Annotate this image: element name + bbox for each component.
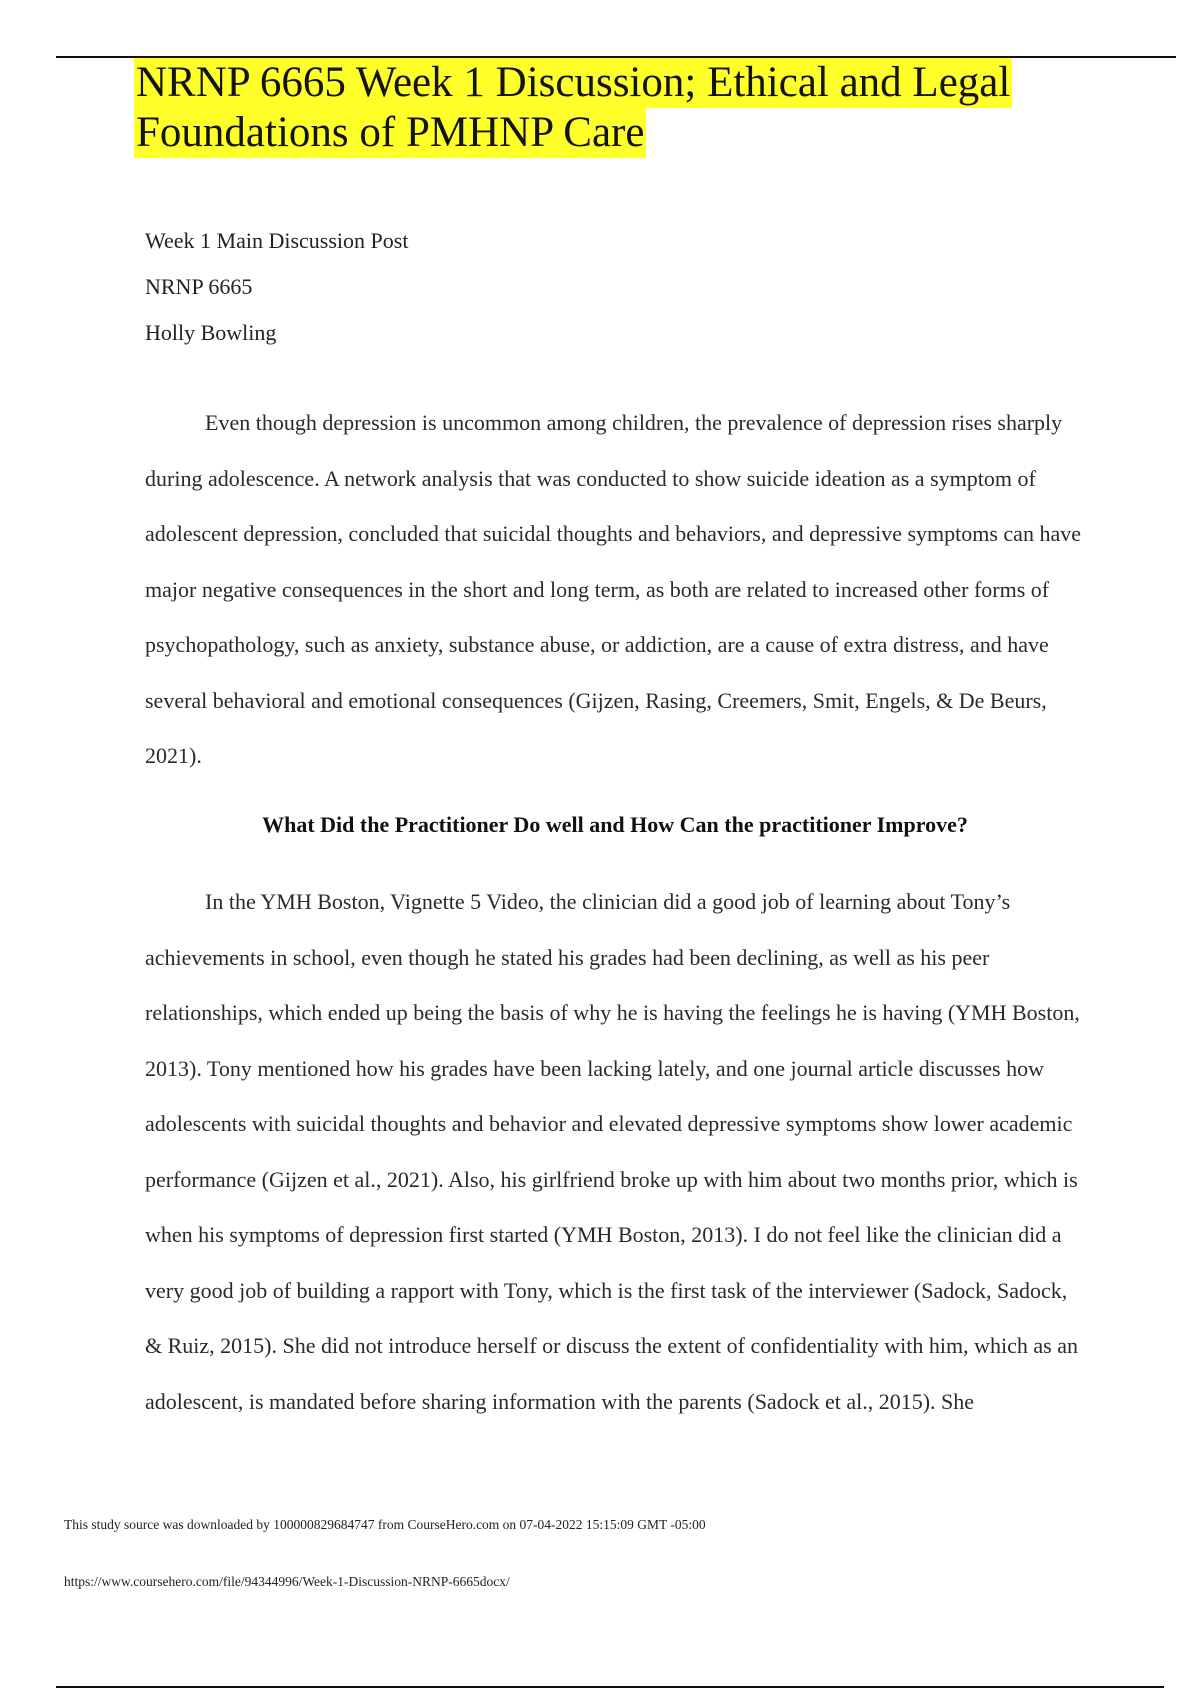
post-label: Week 1 Main Discussion Post [145, 228, 409, 253]
evaluation-paragraph-block [145, 874, 1085, 1429]
author-name: Holly Bowling [145, 320, 277, 345]
download-source-note: This study source was downloaded by 100000829684747 from CourseHero.com on 07-04-2022 15:15:09 GMT -05:00 [64, 1517, 706, 1532]
intro-paragraph-block [145, 395, 1085, 784]
evaluation-paragraph: In the YMH Boston, Vignette 5 Video, the clinician did a good job of learning about Tony’s achievements in school, even though he stated his grades had been declining, as well as his peer relationships, which ended up being the basis of why he is having the feelings he is having (YMH Boston, 2013). Tony mentioned how his grades have been lacking lately, and one journal article discusses how adolescents with suicidal thoughts and behavior and elevated depressive symptoms show lower academic performance (Gijzen et al., 2021). Also, his girlfriend broke up with him about two months prior, which is when his symptoms of depression first started (YMH Boston, 2013). I do not feel like the clinician did a very good job of building a rapport with Tony, which is the first task of the interviewer (Sadock, Sadock, & Ruiz, 2015). She did not introduce herself or discuss the extent of confidentiality with him, which as an adolescent, is mandated before sharing information with the parents (Sadock et al., 2015). She [145, 889, 1080, 1414]
title-line-2: Foundations of PMHNP Care [136, 109, 645, 156]
document-title [134, 58, 1094, 158]
source-url[interactable]: https://www.coursehero.com/file/94344996/Week-1-Discussion-NRNP-6665docx/ [64, 1574, 510, 1589]
intro-paragraph: Even though depression is uncommon among children, the prevalence of depression rises sharply during adolescence. A network analysis that was conducted to show suicide ideation as a symptom of adolescent depression, concluded that suicidal thoughts and behaviors, and depressive symptoms can have major negative consequences in the short and long term, as both are related to increased other forms of psychopathology, such as anxiety, substance abuse, or addiction, are a cause of extra distress, and have several behavioral and emotional consequences (Gijzen, Rasing, Creemers, Smit, Engels, & De Beurs, 2021). [145, 410, 1081, 768]
post-header [145, 218, 408, 356]
bottom-divider [56, 1686, 1164, 1688]
course-code: NRNP 6665 [145, 274, 253, 299]
section-heading: What Did the Practitioner Do well and How Can the practitioner Improve? [262, 812, 968, 837]
title-line-1: NRNP 6665 Week 1 Discussion; Ethical and Legal [136, 59, 1011, 106]
